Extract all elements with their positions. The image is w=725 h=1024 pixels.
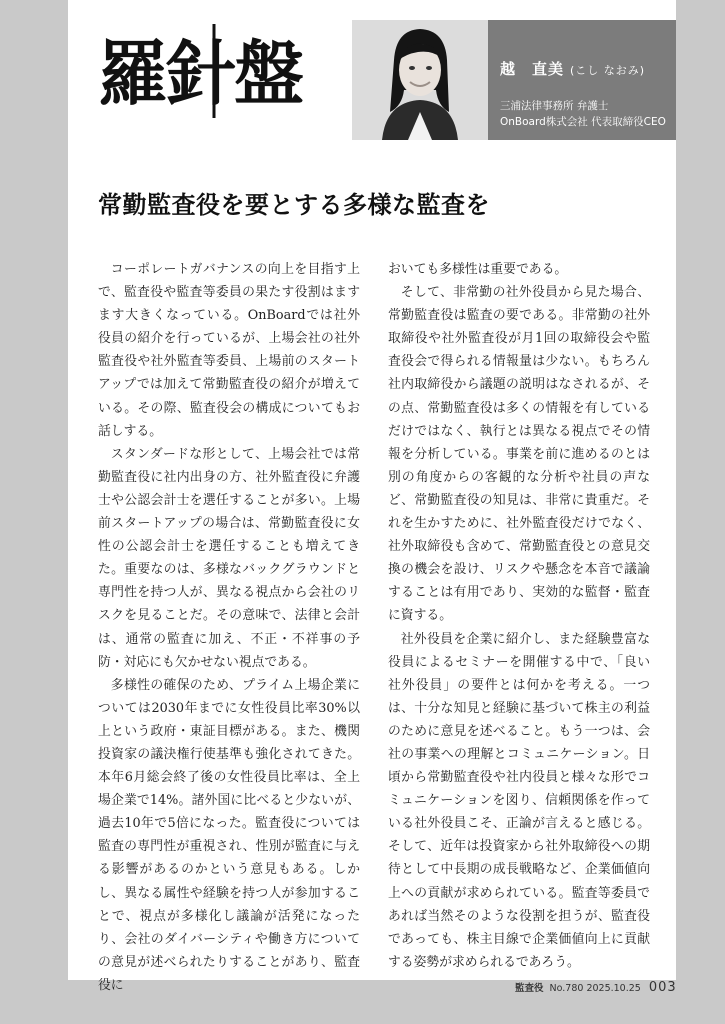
author-name-reading: (こし なおみ) <box>570 64 646 77</box>
author-info-box <box>488 20 676 140</box>
page-footer <box>515 980 677 995</box>
article-headline: 常勤監査役を要とする多様な監査を <box>98 191 490 219</box>
article-column-right <box>388 258 650 974</box>
issue-info: No.780 2025.10.25 <box>549 983 641 994</box>
paragraph: おいても多様性は重要である。 <box>388 262 568 277</box>
paragraph: そして、非常勤の社外役員から見た場合、常勤監査役は監査の要である。非常勤の社外取締役や社外監査役が月1回の取締役会や監査役会で得られる情報量は少ない。もちろん社内取締役から議題の説明はなされるが、その点、常勤監査役は多くの情報を有しているだけではなく、執行とは異なる視点でその情報を分析している。事業を前に進めるのとは別の角度からの客観的な分析や社員の声など、常勤監査役の知見は、非常に貴重だ。それを生かすために、社外監査役だけでなく、社外取締役も含めて、常勤監査役との意見交換の機会を設け、リスクや懸念を本音で議論することは有用であり、実効的な監督・監査に資する。 <box>388 285 650 624</box>
article-column-left <box>98 258 360 997</box>
paragraph: 多様性の確保のため、プライム上場企業については2030年までに女性役員比率30%以上という政府・東証目標がある。また、機関投資家の議決権行使基準も強化されてきた。本年6月総会終了後の女性役員比率は、全上場企業で14%。諸外国に比べると少ないが、過去10年で5倍になった。監査役については監査の専門性が重視され、性別が監査に与える影響があるのかという意見もある。しかし、異なる属性や経験を持つ人が参加することで、視点が多様化し議論が活発になったり、会社のダイバーシティや働き方についての意見が述べられたりすることがあり、監査役に <box>98 677 360 993</box>
author-affiliation-1: 三浦法律事務所 弁護士 <box>500 100 609 112</box>
page-number: 003 <box>648 980 677 995</box>
author-name <box>500 58 645 79</box>
author-affiliation-2: OnBoard株式会社 代表取締役CEO <box>500 116 666 128</box>
column-logo-graphic <box>96 22 326 120</box>
portrait-image <box>352 20 488 140</box>
magazine-name: 監査役 <box>515 983 544 994</box>
author-name-text: 越 直美 <box>500 60 565 78</box>
paragraph: コーポレートガバナンスの向上を目指す上で、監査役や監査等委員の果たす役割はますます大きくなっている。OnBoardでは社外役員の紹介を行っているが、上場会社の社外監査役や社外監査等委員、上場前のスタートアップでは加えて常勤監査役の紹介が増えている。その際、監査役会の構成についてもお話しする。 <box>98 262 360 439</box>
svg-text:羅針盤: 羅針盤 <box>98 32 302 115</box>
paragraph: スタンダードな形として、上場会社では常勤監査役に社内出身の方、社外監査役に弁護士や公認会計士を選任することが多い。上場前スタートアップの場合は、常勤監査役に女性の公認会計士を選任することも増えてきた。重要なのは、多様なバックグラウンドと専門性を持つ人が、異なる視点から会社のリスクを見ることだ。その意味で、法律と会計は、通常の監査に加え、不正・不祥事の予防・対応にも欠かせない視点である。 <box>98 446 360 670</box>
paragraph: 社外役員を企業に紹介し、また経験豊富な役員によるセミナーを開催する中で、「良い社外役員」の要件とは何かを考える。一つは、十分な知見と経験に基づいて株主の利益のために意見を述べること。もう一つは、会社の事業への理解とコミュニケーション。日頃から常勤監査役や社内役員と様々な形でコミュニケーションを図り、信頼関係を作っている社外役員こそ、正論が言えると感じる。そして、近年は投資家から社外取締役への期待として中長期の成長戦略など、企業価値向上への貢献が求められている。監査等委員であれば当然そのような役割を担うが、監査役であっても、株主目線で企業価値向上に貢献する姿勢が求められるであろう。 <box>388 631 650 970</box>
author-photo <box>352 20 488 140</box>
column-logo <box>96 22 326 120</box>
